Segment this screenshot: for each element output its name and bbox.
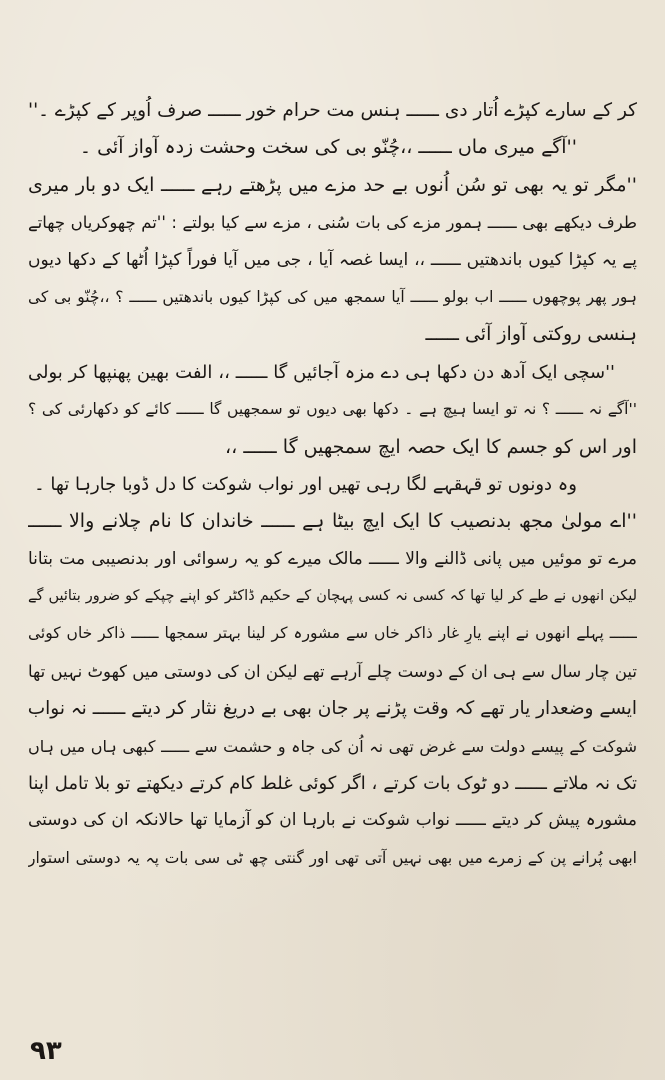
- text-line-10: اور اس کو جسم کا ایک حصہ ایچ سمجھیں گا ــــــ ،،: [225, 435, 637, 458]
- text-line-3: ''مگر تو یہ بھی تو سُن اُنوں بے حد مزے میں پڑھتے رہے ــــــ ایک دو بار میری: [28, 173, 637, 196]
- text-line-1: کر کے سارے کپڑے اُتار دی ــــــ ہنس مت حرام خور ــــــ صرف اُوپر کے کپڑے ۔'': [28, 100, 637, 121]
- text-line-13: مرے تو موئیں میں پانی ڈالنے والا ــــــ مالک میرے کو یہ رسوائی اور بدنصیبی مت بتانا: [28, 548, 637, 569]
- text-line-19: تک نہ ملاتے ــــــ دو ٹوک بات کرتے ، اگر کوئی غلط کام کرتے دیکھتے تو بلا تامل اپنا: [28, 773, 637, 795]
- urdu-text-body: [28, 92, 637, 877]
- text-line-9: ''آگے نہ ــــــ ؟ نہ تو ایسا ہیچ ہے ۔ دکھا بھی دیوں تو سمجھیں گا ــــــ کائے کو دکھارئی کی ؟: [28, 400, 637, 419]
- text-line-12: ''اے مولیٰ مجھ بدنصیب کا ایک ایچ بیٹا ہے ــــــ خاندان کا نام چلانے والا ــــــ: [28, 510, 637, 533]
- text-line-20: مشورہ پیش کر دیتے ــــــ نواب شوکت نے بارہا ان کو آزمایا تھا حالانکہ ان کی دوستی: [28, 810, 637, 831]
- page-number: ۹۳: [30, 1036, 62, 1066]
- text-line-4: طرف دیکھے بھی ــــــ ہمور مزے کی بات سُنی ، مزے سے کیا بولتے : ''تم چھوکریاں چھاتے: [28, 213, 637, 233]
- text-line-21: ابھی پُرانے پن کے زمرے میں بھی نہیں آتی تھی اور گنتی چھ ٹی سی بات پہ یہ دوستی استوار: [28, 848, 637, 867]
- text-line-6: ہور پھر پوچھوں ــــــ اب بولو ــــــ آیا سمجھ میں کی کپڑا کیوں باندھتیں ــــــ ؟ ،،چُنّو بی کی: [28, 287, 637, 306]
- text-line-2: ''آگے میری ماں ــــــ ،،چُنّو بی کی سخت وحشت زدہ آواز آئی ۔: [79, 136, 577, 159]
- text-line-5: پے یہ کپڑا کیوں باندھتیں ــــــ ،، ایسا غصہ آیا ، جی میں آیا فوراً کپڑا اُٹھا کے دکھا دیوں: [28, 249, 637, 270]
- text-line-7: ہنسی روکتی آواز آئی ــــــ: [425, 323, 637, 346]
- text-line-18: شوکت کے پیسے دولت سے غرض تھی نہ اُن کی جاہ و حشمت سے ــــــ کبھی ہاں میں ہاں: [28, 736, 637, 756]
- text-line-8: ''سچی ایک آدھ دن دکھا ہی دے مزہ آجائیں گا ــــــ ،، الفت بھین پھنپھا کر بولی: [28, 361, 615, 383]
- text-line-16: تین چار سال سے ہی ان کے دوست چلے آرہے تھے لیکن ان کی دوستی میں کھوٹ نہیں تھا: [28, 661, 637, 681]
- text-line-11: وہ دونوں تو قہقہے لگا رہی تھیں اور نواب شوکت کا دل ڈوبا جارہا تھا ۔: [34, 473, 577, 495]
- text-line-14: لیکن انھوں نے طے کر لیا تھا کہ کسی نہ کسی پہچان کے حکیم ڈاکٹر کو اپنے چپکے کو ضرور بتائیں گے: [28, 588, 637, 605]
- text-line-15: ــــــ پہلے انھوں نے اپنے یارِ غار ذاکر خاں سے مشورہ کر لینا بہتر سمجھا ــــــ ذاکر خاں کوئی: [28, 624, 637, 643]
- text-line-17: ایسے وضعدار یار تھے کہ وقت پڑنے پر جان بھی بے دریغ نثار کر دیتے ــــــ نہ نواب: [28, 698, 637, 720]
